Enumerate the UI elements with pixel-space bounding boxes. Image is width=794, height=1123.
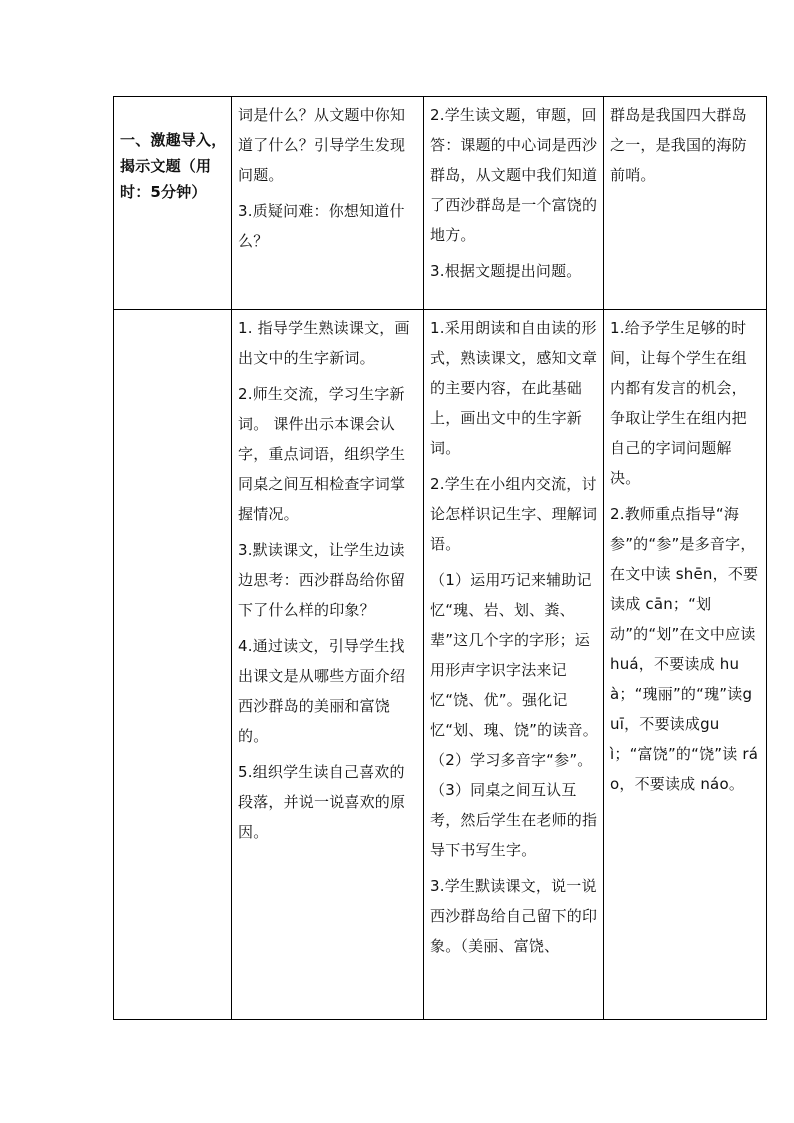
student-activity-text: 3.根据文题提出问题。 — [430, 262, 582, 280]
student-activity-cell — [424, 310, 604, 1020]
student-activity-cell — [424, 97, 604, 310]
stage-cell — [114, 310, 232, 1020]
design-intent-text: 2.教师重点指导“海参”的“参”是多音字，在文中读 shēn，不要读成 cān；“划动”的“划”在文中应读 huá，不要读成 huà；“瑰丽”的“瑰”读guī，不要读成guì；“富饶”的“饶”读 ráo，不要读成 náo。 — [610, 505, 759, 793]
teacher-activity-text: 2.师生交流，学习生字新词。 课件出示本课会认字，重点词语，组织学生同桌之间互相检查字词掌握情况。 — [238, 385, 406, 523]
teacher-activity-cell — [232, 310, 424, 1020]
lesson-plan-table — [113, 96, 767, 1020]
stage-label: 一、激趣导入，揭示文题（用时：5分钟） — [120, 131, 227, 201]
design-intent-cell — [604, 310, 767, 1020]
stage-label — [114, 310, 231, 340]
teacher-activity-text: 词是什么？从文题中你知道了什么？引导学生发现问题。 — [238, 106, 406, 184]
design-intent-text: 群岛是我国四大群岛之一，是我国的海防前哨。 — [610, 106, 747, 184]
stage-cell — [114, 97, 232, 310]
student-activity-text: （1）运用巧记来辅助记忆“瑰、岩、划、粪、辈”这几个字的字形；运用形声字识字法来记忆“饶、优”。强化记忆“划、瑰、饶”的读音。（2）学习多音字“参”。（3）同桌之间互认互考，然后学生在老师的指导下书写生字。 — [430, 571, 598, 859]
table-row — [114, 310, 767, 1020]
teacher-activity-cell — [232, 97, 424, 310]
student-activity-text: 2.学生读文题，审题，回答：课题的中心词是西沙群岛，从文题中我们知道了西沙群岛是一个富饶的地方。 — [430, 106, 598, 244]
design-intent-cell — [604, 97, 767, 310]
teacher-activity-text: 1. 指导学生熟读课文，画出文中的生字新词。 — [238, 319, 410, 367]
student-activity-text: 1.采用朗读和自由读的形式，熟读课文，感知文章的主要内容，在此基础上，画出文中的生字新词。 — [430, 319, 598, 457]
teacher-activity-text: 5.组织学生读自己喜欢的段落，并说一说喜欢的原因。 — [238, 763, 406, 841]
design-intent-text: 1.给予学生足够的时间，让每个学生在组内都有发言的机会，争取让学生在组内把自己的字词问题解决。 — [610, 319, 747, 487]
table-row — [114, 97, 767, 310]
student-activity-text: 3.学生默读课文，说一说西沙群岛给自己留下的印象。（美丽、富饶、 — [430, 877, 598, 955]
teacher-activity-text: 3.默读课文，让学生边读边思考：西沙群岛给你留下了什么样的印象？ — [238, 541, 406, 619]
teacher-activity-text: 4.通过读文，引导学生找出课文是从哪些方面介绍西沙群岛的美丽和富饶的。 — [238, 637, 406, 745]
teacher-activity-text: 3.质疑问难：你想知道什么？ — [238, 202, 405, 250]
student-activity-text: 2.学生在小组内交流，讨论怎样识记生字、理解词语。 — [430, 475, 598, 553]
